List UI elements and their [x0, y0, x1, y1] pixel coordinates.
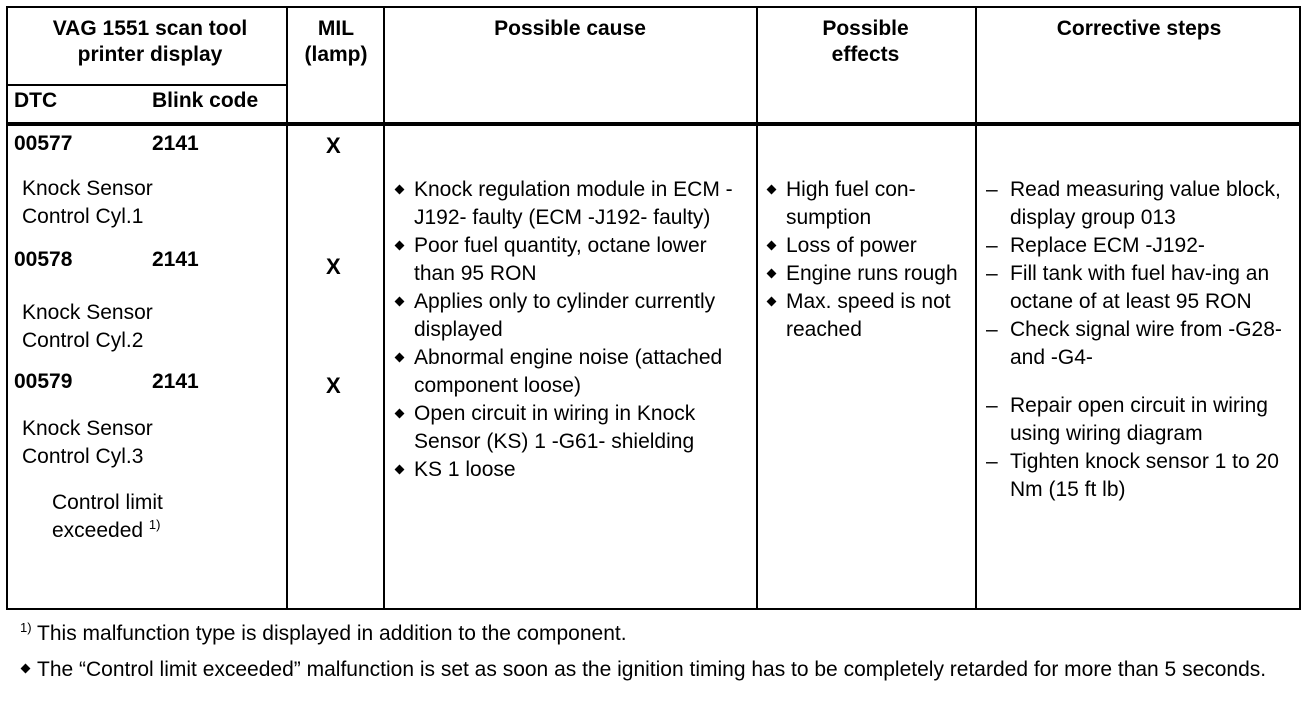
step-item: – Check signal wire from -G28- and -G4-: [980, 316, 1294, 372]
step-item: – Tighten knock sensor 1 to 20 Nm (15 ft lb): [980, 448, 1294, 504]
cause-item: Abnormal engine noise (attached component loose): [392, 344, 744, 400]
cause-item: Open circuit in wiring in Knock Sensor (KS) 1 -G61- shielding: [392, 400, 744, 456]
scan-tool-sub-divider: [8, 84, 286, 86]
mil-mark: X: [326, 254, 341, 279]
control-limit-label: Control limit exceeded $^{1)}$: [52, 491, 163, 542]
dtc-code: 00577: [14, 132, 73, 155]
step-item: – Repair open circuit in wiring using wiring diagram: [980, 392, 1294, 448]
dtc-code: 00579: [14, 370, 73, 393]
cause-item: Poor fuel quantity, octane lower than 95 RON: [392, 232, 744, 288]
header-scan-tool: VAG 1551 scan tool printer display: [52, 17, 248, 66]
corrective-steps-list: [980, 176, 1294, 504]
blink-code: 2141: [152, 248, 199, 271]
diamond-bullet-icon: [21, 664, 31, 674]
bullet-note: The “Control limit exceeded” malfunction is set as soon as the ignition timing has to be completely retarded for more than 5 seconds.: [20, 656, 1290, 684]
column-divider: [975, 8, 977, 608]
effect-item: Max. speed is not reached: [764, 288, 972, 344]
cause-item: KS 1 loose: [392, 456, 744, 484]
header-divider: [8, 122, 1299, 126]
dtc-code: 00578: [14, 248, 73, 271]
footnote-mark: 1): [20, 620, 32, 635]
mil-mark: X: [326, 373, 341, 398]
header-corrective-steps: Corrective steps: [1056, 17, 1222, 40]
cause-item: Applies only to cylinder currently displayed: [392, 288, 744, 344]
effect-item: High fuel con-sumption: [764, 176, 972, 232]
header-possible-cause: Possible cause: [494, 17, 646, 40]
dtc-label: Knock Sensor Control Cyl.1: [22, 177, 153, 228]
header-blink-code: Blink code: [152, 89, 259, 112]
step-item: – Replace ECM -J192-: [980, 232, 1294, 260]
footnote-ref: 1): [148, 517, 161, 532]
mil-mark: X: [326, 133, 341, 158]
step-item: – Fill tank with fuel hav-ing an octane of at least 95 RON: [980, 260, 1294, 316]
effect-item: Engine runs rough: [764, 260, 972, 288]
dtc-label: Knock Sensor Control Cyl.2: [22, 301, 153, 352]
footnote: $^{1)}$ This malfunction type is displayed in addition to the component.: [20, 620, 627, 645]
possible-cause-list: [392, 176, 744, 484]
header-mil: MIL (lamp): [304, 17, 368, 66]
dtc-label: Knock Sensor Control Cyl.3: [22, 417, 153, 468]
header-dtc: DTC: [14, 89, 58, 112]
step-item: – Read measuring value block, display group 013: [980, 176, 1294, 232]
column-divider: [286, 8, 288, 608]
cause-item: Knock regulation module in ECM -J192- faulty (ECM -J192- faulty): [392, 176, 744, 232]
blink-code: 2141: [152, 370, 199, 393]
effect-item: Loss of power: [764, 232, 972, 260]
blink-code: 2141: [152, 132, 199, 155]
possible-effects-list: [764, 176, 972, 344]
dtc-table: [6, 6, 1301, 610]
header-possible-effects: Possible effects: [822, 17, 909, 66]
column-divider: [756, 8, 758, 608]
column-divider: [383, 8, 385, 608]
